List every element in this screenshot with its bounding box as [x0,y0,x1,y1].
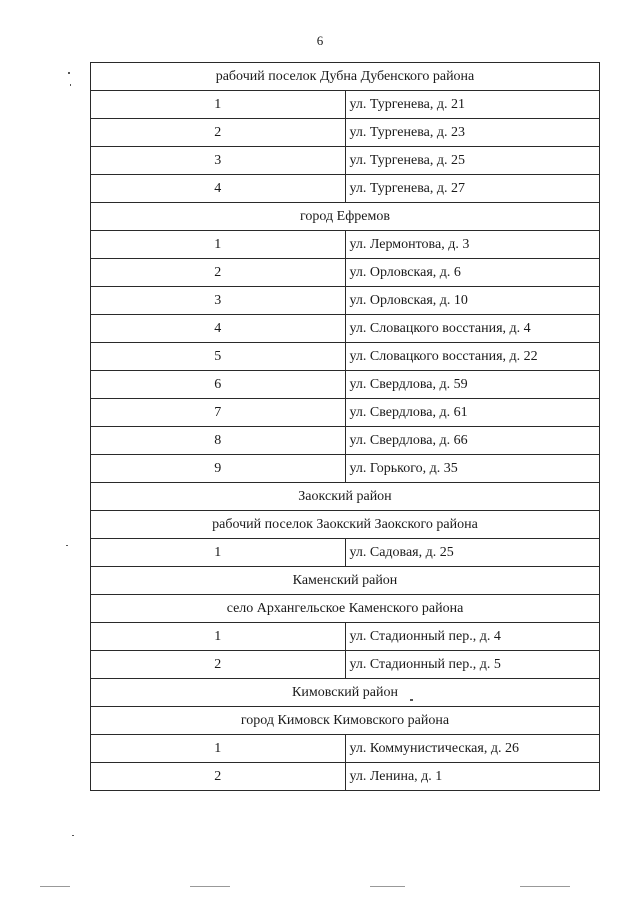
table-row [91,651,600,679]
scan-speck [370,886,405,887]
row-address: ул. Стадионный пер., д. 5 [345,651,600,679]
row-number: 8 [91,427,346,455]
table-row [91,763,600,791]
scan-speck [66,545,68,546]
address-table [90,62,600,791]
row-number: 2 [91,651,346,679]
table-row [91,343,600,371]
section-title: Каменский район [91,567,600,595]
section-header-row [91,203,600,231]
row-address: ул. Словацкого восстания, д. 4 [345,315,600,343]
section-title: рабочий поселок Дубна Дубенского района [91,63,600,91]
row-address: ул. Тургенева, д. 21 [345,91,600,119]
table-row [91,231,600,259]
table-row [91,119,600,147]
table-row [91,287,600,315]
section-header-row [91,567,600,595]
table-row [91,147,600,175]
row-number: 3 [91,287,346,315]
table-row [91,315,600,343]
table-row [91,175,600,203]
table-row [91,735,600,763]
table-row [91,455,600,483]
section-title: рабочий поселок Заокский Заокского района [91,511,600,539]
scan-speck [72,835,74,836]
row-address: ул. Орловская, д. 10 [345,287,600,315]
row-address: ул. Свердлова, д. 61 [345,399,600,427]
row-number: 4 [91,315,346,343]
row-number: 4 [91,175,346,203]
table-row [91,91,600,119]
scan-speck [68,72,70,74]
section-title: Заокский район [91,483,600,511]
section-title: город Кимовск Кимовского района [91,707,600,735]
table-row [91,259,600,287]
row-address: ул. Лермонтова, д. 3 [345,231,600,259]
address-table-body [91,63,600,791]
row-number: 6 [91,371,346,399]
row-number: 1 [91,231,346,259]
row-number: 3 [91,147,346,175]
section-header-row [91,511,600,539]
row-address: ул. Тургенева, д. 25 [345,147,600,175]
section-header-row [91,707,600,735]
section-header-row [91,679,600,707]
section-title: Кимовский район [91,679,600,707]
table-row [91,399,600,427]
row-number: 2 [91,119,346,147]
section-header-row [91,595,600,623]
row-address: ул. Садовая, д. 25 [345,539,600,567]
page-number: 6 [316,33,324,48]
scan-speck [40,886,70,887]
scan-speck [410,699,413,701]
row-number: 2 [91,763,346,791]
row-number: 5 [91,343,346,371]
row-address: ул. Тургенева, д. 27 [345,175,600,203]
scan-speck [190,886,230,887]
row-address: ул. Ленина, д. 1 [345,763,600,791]
scan-speck [70,84,71,86]
scan-speck [520,886,570,887]
row-address: ул. Горького, д. 35 [345,455,600,483]
section-title: город Ефремов [91,203,600,231]
row-address: ул. Стадионный пер., д. 4 [345,623,600,651]
row-number: 1 [91,735,346,763]
row-address: ул. Словацкого восстания, д. 22 [345,343,600,371]
table-row [91,539,600,567]
row-number: 1 [91,623,346,651]
row-number: 7 [91,399,346,427]
row-number: 1 [91,91,346,119]
section-title: село Архангельское Каменского района [91,595,600,623]
table-row [91,371,600,399]
section-header-row [91,483,600,511]
row-address: ул. Свердлова, д. 59 [345,371,600,399]
table-row [91,427,600,455]
row-number: 2 [91,259,346,287]
row-address: ул. Орловская, д. 6 [345,259,600,287]
row-address: ул. Свердлова, д. 66 [345,427,600,455]
row-address: ул. Тургенева, д. 23 [345,119,600,147]
row-address: ул. Коммунистическая, д. 26 [345,735,600,763]
section-header-row [91,63,600,91]
row-number: 9 [91,455,346,483]
table-row [91,623,600,651]
row-number: 1 [91,539,346,567]
